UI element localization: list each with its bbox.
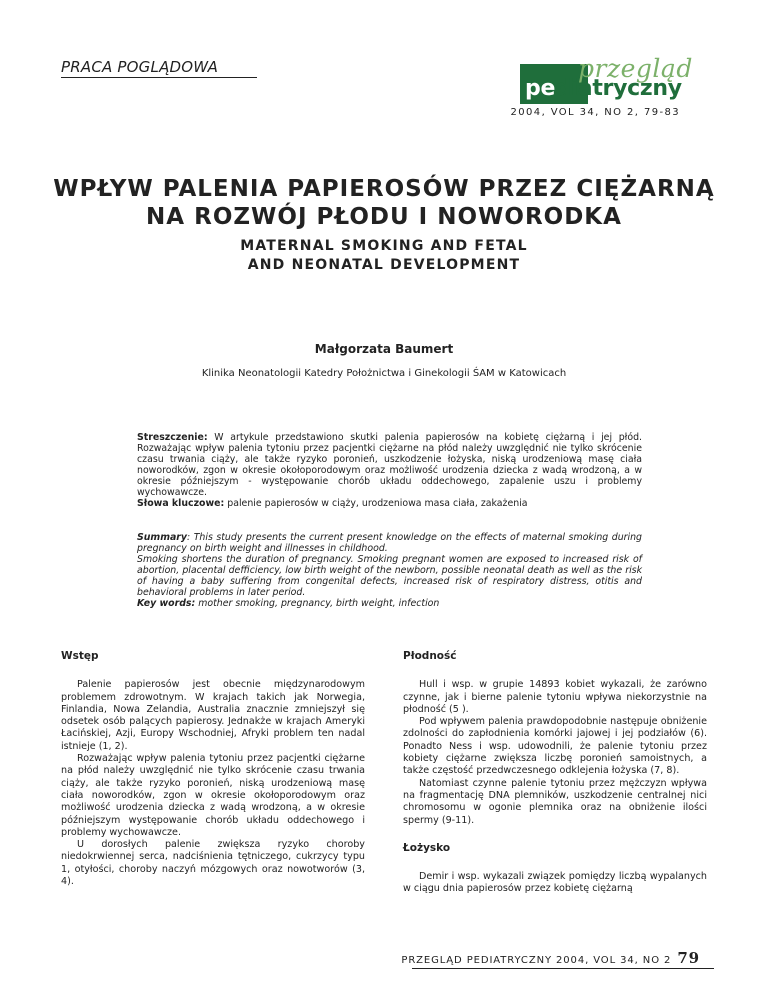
- keywords-en: mother smoking, pregnancy, birth weight, infection: [195, 598, 440, 609]
- abstract-en-label: Summary: [137, 532, 188, 543]
- paragraph: Rozważając wpływ palenia tytoniu przez pacjentki ciężarne na płód należy uwzględnić nie tylko skrócenie czasu trwania ciąży, ale także ryzyko poronień, niską urodzeniową masę ciała noworodków, zgon w okresie okołoporodowym oraz możliwość urodzenia dziecka z wadą wrodzoną, a w okresie późniejszym występowanie chorób układu oddechowego i problemy wychowawcze.: [61, 753, 365, 838]
- abstract-en-text-2: Smoking shortens the duration of pregnancy. Smoking pregnant women are exposed to increased risk of abortion, placental defficiency, low birth weight of the newborn, possible neonatal death as well as the risk of having a baby suffering from congenital defects, increased risk of respiratory distress, otitis and behavioral problems in later period.: [137, 554, 642, 598]
- abstract-en-text: : This study presents the current present knowledge on the effects of maternal smoking during pregnancy on birth weight and illnesses in childhood.: [137, 532, 642, 554]
- title-line-1: WPŁYW PALENIA PAPIEROSÓW PRZEZ CIĘŻARNĄ: [53, 176, 715, 202]
- abstract-pl-text: W artykule przedstawiono skutki palenia papierosów na kobietę ciężarną i jej płód. Rozważając wpływ palenia tytoniu przez pacjentki ciężarne na płód należy uwzględnić nie tylko skrócenie czasu trwania ciąży, ale także ryzyko poronień, uszkodzenie łożyska, niską urodzeniową masę ciała noworodków, zgon w okresie okołoporodowym oraz możliwość urodzenia dziecka z wadą wrodzoną, a w okresie późniejszym - występowanie chorób układu oddechowego, zapalenie uszu i problemy wychowawcze.: [137, 432, 642, 498]
- page-number: 79: [677, 949, 700, 967]
- logo-bottom-first: pe: [525, 76, 556, 101]
- footer: [401, 949, 700, 967]
- title-line-2: NA ROZWÓJ PŁODU I NOWORODKA: [146, 204, 622, 230]
- paragraph: Palenie papierosów jest obecnie międzynarodowym problemem zdrowotnym. W krajach takich jak Norwegia, Finlandia, Nowa Zelandia, Australia znacznie zmniejszył się odsetek osób palących papierosy. Jednakże w krajach Ameryki Łacińskiej, Azji, Europy Wschodniej, Afryki problem ten nadal istnieje (1, 2).: [61, 679, 365, 752]
- section-heading-lozysko: Łożysko: [403, 841, 451, 854]
- author: Małgorzata Baumert: [314, 342, 454, 356]
- logo-bottom-rest: diatryczny: [555, 76, 682, 101]
- header-rule: [61, 77, 257, 78]
- section-heading-plodnosc: Płodność: [403, 650, 457, 662]
- article-title: [0, 175, 768, 231]
- section-heading-wstep: Wstęp: [61, 650, 99, 662]
- article-title-english: [0, 237, 768, 275]
- paragraph: Hull i wsp. w grupie 14893 kobiet wykazali, że zarówno czynne, jak i bierne palenie tytoniu wpływa niekorzystnie na płodność (5 ).: [403, 679, 707, 715]
- title-en-line-2: AND NEONATAL DEVELOPMENT: [247, 257, 521, 273]
- abstract-pl-label: Streszczenie:: [137, 432, 208, 443]
- logo-bottom-text: [525, 76, 682, 101]
- journal-logo: [520, 54, 693, 108]
- paragraph: Pod wpływem palenia prawdopodobnie następuje obniżenie zdolności do zapłodnienia komórki jajowej i jej podziałów (6). Ponadto Ness i wsp. udowodnili, że palenie tytoniu przez kobiety ciężarne zwiększa liczbę poronień samoistnych, a także częstość przedwczesnego odklejenia łożyska (7, 8).: [403, 716, 707, 777]
- citation: 2004, VOL 34, NO 2, 79-83: [510, 107, 680, 118]
- keywords-pl: palenie papierosów w ciąży, urodzeniowa masa ciała, zakażenia: [224, 498, 528, 509]
- paragraph: U dorosłych palenie zwiększa ryzyko choroby niedokrwiennej serca, nadciśnienia tętniczego, cukrzycy typu 1, otyłości, choroby naczyń mózgowych oraz nowotworów (3, 4).: [61, 839, 365, 888]
- footer-journal: PRZEGLĄD PEDIATRYCZNY 2004, VOL 34, NO 2: [401, 955, 672, 966]
- article-type: PRACA POGLĄDOWA: [61, 58, 219, 76]
- abstract-polish: [137, 432, 642, 509]
- logo-top-text: przegląd: [578, 54, 693, 83]
- left-column: [61, 650, 365, 888]
- right-column: [403, 650, 707, 896]
- abstract-english: [137, 532, 642, 609]
- affiliation: Klinika Neonatologii Katedry Położnictwa i Ginekologii ŚAM w Katowicach: [201, 368, 567, 379]
- title-en-line-1: MATERNAL SMOKING AND FETAL: [240, 238, 528, 254]
- keywords-pl-label: Słowa kluczowe:: [137, 498, 225, 509]
- paragraph: Natomiast czynne palenie tytoniu przez mężczyzn wpływa na fragmentację DNA plemników, uszkodzenie centralnej nici chromosomu w ogonie plemnika oraz na obniżenie ilości spermy (9-11).: [403, 777, 707, 826]
- footer-rule: [412, 968, 714, 969]
- paragraph: Demir i wsp. wykazali związek pomiędzy liczbą wypalanych w ciągu dnia papierosów przez kobietę ciężarną: [403, 871, 707, 895]
- keywords-en-label: Key words:: [137, 598, 196, 609]
